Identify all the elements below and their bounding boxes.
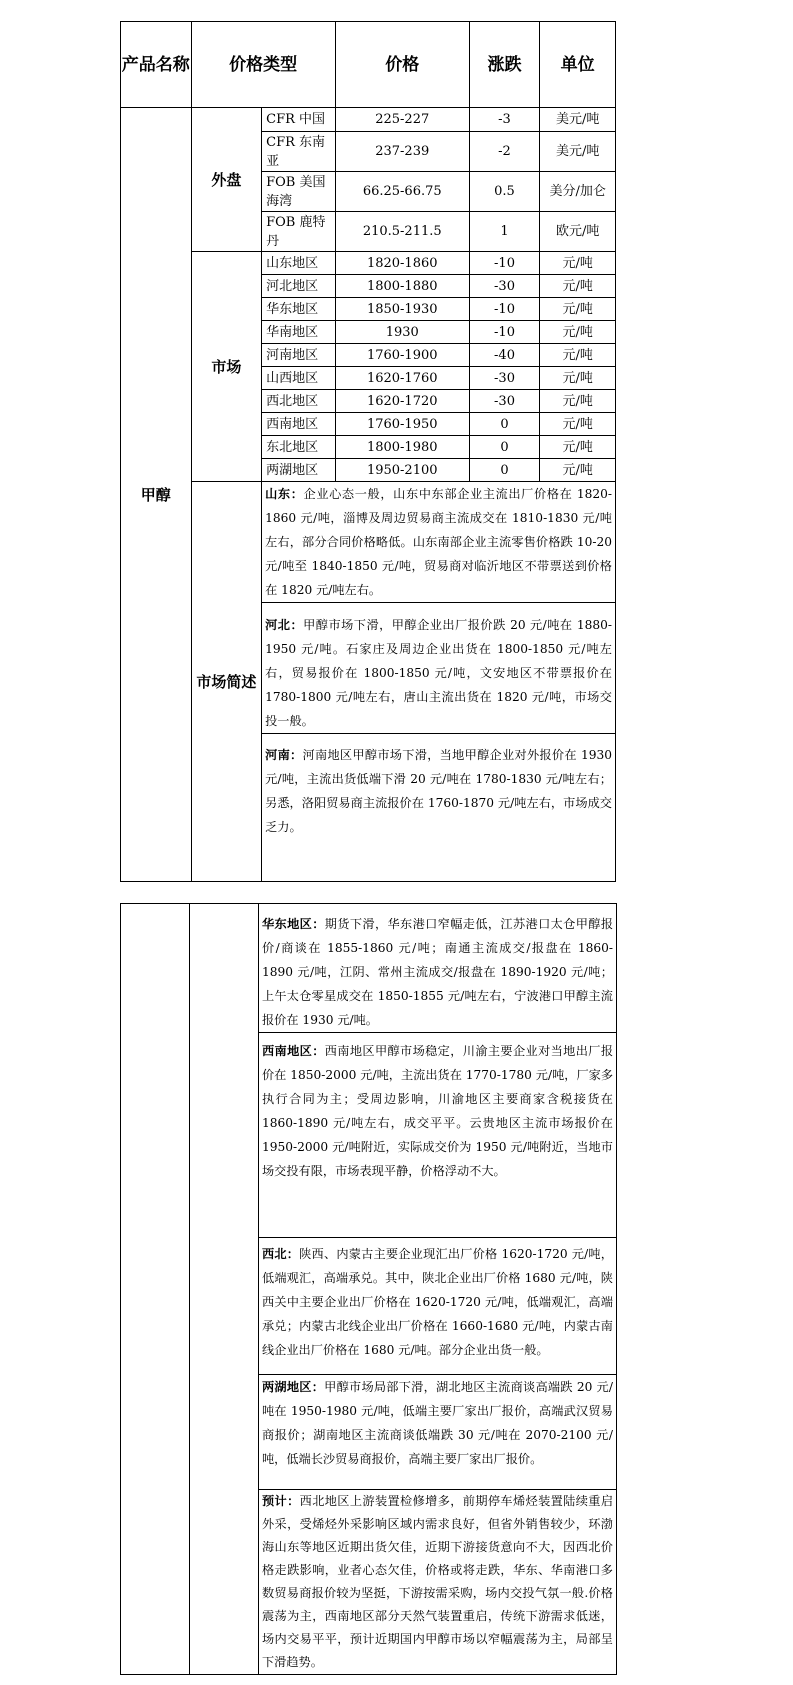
row-unit: 元/吨: [540, 413, 616, 436]
row-price: 1800-1880: [335, 275, 469, 298]
row-name: 河南地区: [262, 344, 336, 367]
row-change: 0: [469, 459, 540, 482]
row-change: 0: [469, 436, 540, 459]
header-row: [121, 22, 616, 108]
row-unit: 美分/加仑: [540, 172, 616, 212]
row-price: 66.25-66.75: [335, 172, 469, 212]
row-price: 1800-1980: [335, 436, 469, 459]
summary-row: [121, 482, 616, 603]
summary-text: 期货下滑，华东港口窄幅走低，江苏港口太仓甲醇报价/商谈在 1855-1860 元/吨；南通主流成交/报盘在 1860-1890 元/吨，江阴、常州主流成交/报盘在 1890-1920 元/吨；上午太仓零星成交在 1850-1855 元/吨左右，宁波港口甲醇主流报价在 1930 元/吨。: [262, 917, 614, 1027]
row-price: 1930: [335, 321, 469, 344]
row-unit: 元/吨: [540, 275, 616, 298]
summary-title: 山东：: [265, 487, 304, 501]
row-name: FOB 美国海湾: [262, 172, 336, 212]
row-change: 1: [469, 212, 540, 252]
header-change: 涨跌: [469, 22, 540, 108]
summary-title: 华东地区：: [262, 917, 325, 931]
table-row: [121, 252, 616, 275]
row-change: -30: [469, 390, 540, 413]
summary-lianghu: [259, 1375, 617, 1490]
row-unit: 美元/吨: [540, 132, 616, 172]
row-unit: 元/吨: [540, 252, 616, 275]
summary-shandong: [262, 482, 616, 603]
row-name: 西北地区: [262, 390, 336, 413]
row-change: -10: [469, 321, 540, 344]
header-price-type: 价格类型: [191, 22, 335, 108]
summary-huadong: [259, 904, 617, 1033]
summary-xibei: [259, 1238, 617, 1375]
summary-row: [121, 904, 617, 1033]
row-change: -10: [469, 252, 540, 275]
row-name: 东北地区: [262, 436, 336, 459]
header-product-name: 产品名称: [121, 22, 192, 108]
row-price: 1620-1760: [335, 367, 469, 390]
row-unit: 元/吨: [540, 436, 616, 459]
summary-text: 西南地区甲醇市场稳定，川渝主要企业对当地出厂报价在 1850-2000 元/吨，主流出货在 1770-1780 元/吨，厂家多执行合同为主；受周边影响，川渝地区主要商家含税接货在 1860-1890 元/吨左右，成交平平。云贵地区主流市场报价在 1950-2000 元/吨附近，实际成交价为 1950 元/吨附近，当地市场交投有限，市场表现平静，价格浮动不大。: [262, 1044, 614, 1178]
outer-label: 外盘: [191, 108, 262, 252]
row-name: FOB 鹿特丹: [262, 212, 336, 252]
row-unit: 元/吨: [540, 367, 616, 390]
row-name: 山西地区: [262, 367, 336, 390]
row-unit: 元/吨: [540, 321, 616, 344]
row-price: 1820-1860: [335, 252, 469, 275]
row-name: 两湖地区: [262, 459, 336, 482]
row-change: -30: [469, 367, 540, 390]
summary-text: 企业心态一般，山东中东部企业主流出厂价格在 1820-1860 元/吨，淄博及周边贸易商主流成交在 1810-1830 元/吨左右，部分合同价格略低。山东南部企业主流零售价格跌 10-20 元/吨至 1840-1850 元/吨，贸易商对临沂地区不带票送到价格在 1820 元/吨左右。: [265, 487, 612, 597]
summary-text: 陕西、内蒙古主要企业现汇出厂价格 1620-1720 元/吨，低端观汇，高端承兑。其中，陕北企业出厂价格 1680 元/吨，陕西关中主要企业出厂价格在 1620-1720 元/吨，低端观汇，高端承兑；内蒙古北线企业出厂价格在 1660-1680 元/吨，内蒙古南线企业出厂价格在 1680 元/吨。部分企业出货一般。: [262, 1247, 613, 1357]
row-change: -3: [469, 108, 540, 132]
summary-title: 河南：: [265, 748, 303, 762]
summary-title: 两湖地区：: [262, 1380, 325, 1394]
row-price: 1760-1950: [335, 413, 469, 436]
row-unit: 元/吨: [540, 298, 616, 321]
row-price: 1950-2100: [335, 459, 469, 482]
blank-type-cell: [190, 904, 259, 1675]
summary-label: 市场简述: [191, 482, 262, 882]
row-price: 1760-1900: [335, 344, 469, 367]
row-name: 华东地区: [262, 298, 336, 321]
summary-title: 预计：: [262, 1494, 300, 1508]
row-name: 河北地区: [262, 275, 336, 298]
summary-text: 甲醇市场局部下滑，湖北地区主流商谈高端跌 20 元/吨在 1950-1980 元/吨，低端主要厂家出厂报价，高端武汉贸易商报价；湖南地区主流商谈低端跌 30 元/吨在 2070-2100 元/吨，低端长沙贸易商报价，高端主要厂家出厂报价。: [262, 1380, 614, 1466]
summary-hebei: [262, 613, 616, 734]
row-name: CFR 东南亚: [262, 132, 336, 172]
row-price: 1620-1720: [335, 390, 469, 413]
market-label: 市场: [191, 252, 262, 482]
row-unit: 欧元/吨: [540, 212, 616, 252]
price-table: [120, 21, 616, 882]
product-cell: 甲醇: [121, 108, 192, 882]
row-price: 225-227: [335, 108, 469, 132]
header-price: 价格: [335, 22, 469, 108]
summary-text: 河南地区甲醇市场下滑，当地甲醇企业对外报价在 1930 元/吨，主流出货低端下滑 20 元/吨在 1780-1830 元/吨左右；另悉，洛阳贸易商主流报价在 1760-1870 元/吨左右，市场成交乏力。: [265, 748, 613, 834]
row-name: CFR 中国: [262, 108, 336, 132]
row-change: -30: [469, 275, 540, 298]
row-unit: 美元/吨: [540, 108, 616, 132]
summary-title: 西南地区：: [262, 1044, 325, 1058]
table-row: [121, 108, 616, 132]
row-change: -40: [469, 344, 540, 367]
row-unit: 元/吨: [540, 459, 616, 482]
row-price: 1850-1930: [335, 298, 469, 321]
summary-text: 西北地区上游装置检修增多，前期停车烯烃装置陆续重启外采，受烯烃外采影响区域内需求良好，但省外销售较少，环渤海山东等地区近期出货欠佳，近期下游接货意向不大，因西北价格走跌影响，业者心态欠佳，价格或将走跌，华东、华南港口多数贸易商报价较为坚挺，下游按需采购，场内交投气氛一般.价格震荡为主，西南地区部分天然气装置重启，传统下游需求低迷，场内交易平平，预计近期国内甲醇市场以窄幅震荡为主，局部呈下滑趋势。: [262, 1494, 614, 1669]
summary-henan: [262, 743, 616, 881]
blank-product-cell: [121, 904, 190, 1675]
summary-xinan: [259, 1033, 617, 1238]
row-price: 210.5-211.5: [335, 212, 469, 252]
row-name: 西南地区: [262, 413, 336, 436]
summary-text: 甲醇市场下滑，甲醇企业出厂报价跌 20 元/吨在 1880-1950 元/吨。石家庄及周边企业出货在 1800-1850 元/吨左右，贸易报价在 1800-1850 元/吨，文安地区不带票报价在 1780-1800 元/吨左右，唐山主流出货在 1820 元/吨，市场交投一般。: [265, 617, 613, 728]
summary-forecast: [259, 1490, 617, 1675]
row-change: 0: [469, 413, 540, 436]
row-change: 0.5: [469, 172, 540, 212]
row-unit: 元/吨: [540, 390, 616, 413]
summary-title: 西北：: [262, 1247, 300, 1261]
row-change: -10: [469, 298, 540, 321]
summary-continued-table: [120, 903, 617, 1675]
summary-title: 河北：: [265, 617, 304, 632]
header-unit: 单位: [540, 22, 616, 108]
row-name: 山东地区: [262, 252, 336, 275]
row-change: -2: [469, 132, 540, 172]
row-name: 华南地区: [262, 321, 336, 344]
row-price: 237-239: [335, 132, 469, 172]
row-unit: 元/吨: [540, 344, 616, 367]
